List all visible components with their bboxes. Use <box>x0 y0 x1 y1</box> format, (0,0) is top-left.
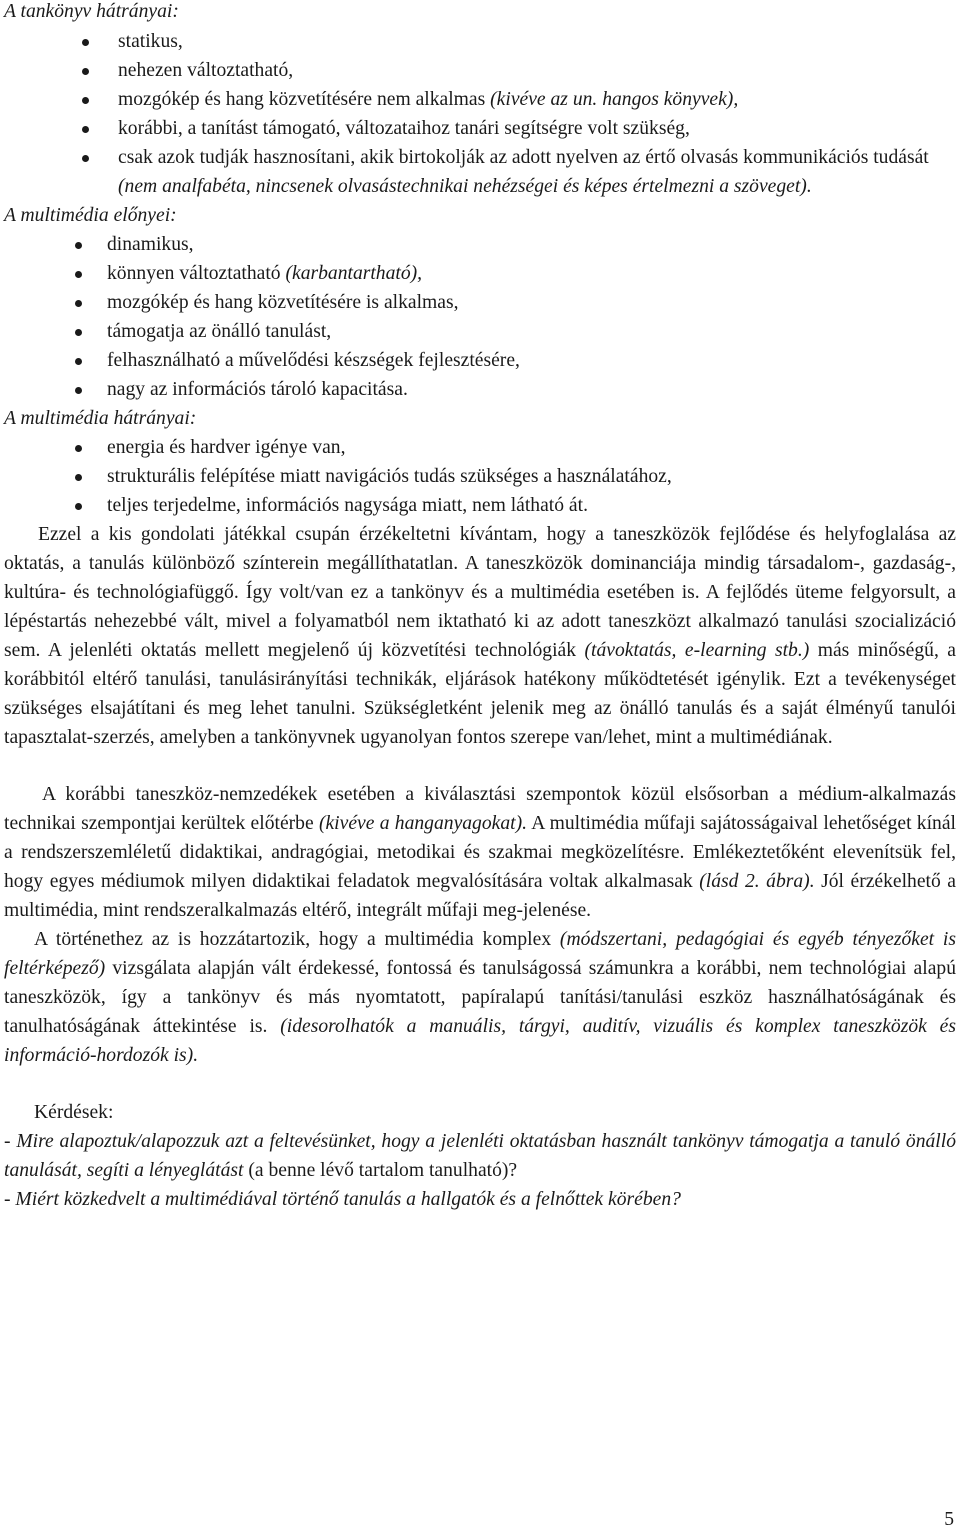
list-item: felhasználható a művelődési készségek fejlesztésére, <box>4 346 956 375</box>
paragraph-italic: (idesorolhatók a manuális, tárgyi, auditív, vizuális és komplex taneszközök és információ-hordozók is). <box>4 1016 956 1066</box>
question-italic: - Mire alapoztuk/alapozzuk azt a feltevésünket, hogy a jelenléti oktatásban használt tankönyv támogatja a tanuló önálló tanulását, segíti a lényeglátást <box>4 1131 956 1181</box>
paragraph-2 <box>4 780 956 925</box>
list-item: strukturális felépítése miatt navigációs tudás szükséges a használatához, <box>4 462 956 491</box>
list-item: teljes terjedelme, információs nagysága miatt, nem látható át. <box>4 491 956 520</box>
paragraph-text: vizsgálata alapján vált érdekessé, fontossá és tanulságossá számunkra a korábbi, nem technológiai alapú taneszközök, így a tankönyv és más nyomtatott, papíralapú tanítási/tanulási eszköz használhatóságának és tanulhatóságának áttekintése is. <box>4 958 956 1037</box>
document-page <box>4 0 956 1214</box>
list-item: dinamikus, <box>4 230 956 259</box>
page-number: 5 <box>944 1509 954 1530</box>
question-text: (a benne lévő tartalom tanulható)? <box>243 1160 518 1181</box>
paragraph-text: Jól érzékelhető a multimédia, mint rendszeralkalmazás eltérő, integrált műfaji meg-jelenése. <box>4 871 957 921</box>
list-item: korábbi, a tanítást támogató, változataihoz tanári segítségre volt szükség, <box>4 114 956 143</box>
paragraph-text: A korábbi taneszköz-nemzedékek esetében a kiválasztási szempontok közül elsősorban a médium-alkalmazás technikai szempontjai kerültek előtérbe <box>4 784 956 834</box>
paragraph-italic: (távoktatás, e-learning stb.) <box>584 640 810 661</box>
question-1 <box>4 1127 956 1185</box>
list-item: mozgókép és hang közvetítésére is alkalmas, <box>4 288 956 317</box>
question-2: - Miért közkedvelt a multimédiával történő tanulás a hallgatók és a felnőttek körében? <box>4 1189 681 1210</box>
list-item-text: csak azok tudják hasznosítani, akik birtokolják az adott nyelven az értő olvasás kommunikációs tudását <box>118 147 929 168</box>
paragraph-3 <box>4 925 956 1070</box>
paragraph-text: Ezzel a kis gondolati játékkal csupán érzékeltetni kívántam, hogy a taneszközök fejlődése és helyfoglalása az oktatás, a tanulás különböző színterein megállíthatatlan. A taneszközök dominanciája mindig társadalom-, gazdaság-, kultúra- és technológiafüggő. Így volt/van ez a tankönyv és a multimédia esetében is. A fejlődés üteme felgyorsult, a lépéstartás nehezebbé vált, mivel a folyamatból nem iktatható ki az adott taneszközt alkalmazó tanulási szocializáció sem. A jelenléti oktatás mellett megjelenő új közvetítési technológiák <box>4 524 956 661</box>
questions-heading: Kérdések: <box>34 1102 114 1123</box>
paragraph-italic: (kivéve a hanganyagokat). <box>318 813 528 834</box>
list-item: statikus, <box>4 27 956 56</box>
list-item-text: mozgókép és hang közvetítésére nem alkalmas <box>118 89 491 110</box>
list-item <box>4 259 956 288</box>
list-item: támogatja az önálló tanulást, <box>4 317 956 346</box>
list-item <box>4 85 956 114</box>
paragraph-text: más minőségű, a korábbitól eltérő tanulási, tanulásirányítási technikák, eljárások hatékony működtetését igénylik. Ezt a tevékenységet szükséges elsajátítani és meg lehet tanulni. Szükségletként jelenik meg az önálló tanulás és a saját élményű tanulói tapasztalat-szerzés, amelyben a tankönyvnek ugyanolyan fontos szerepe van/lehet, mint a multimédiának. <box>4 640 956 748</box>
textbook-disadvantages-list <box>4 27 956 201</box>
list-item-italic: (nem analfabéta, nincsenek olvasástechnikai nehézségei és képes értelmezni a szöveget). <box>118 176 812 197</box>
paragraph-1 <box>4 520 956 752</box>
multimedia-disadvantages-list <box>4 433 956 520</box>
list-item-italic: (kivéve az un. hangos könyvek), <box>490 89 739 110</box>
paragraph-text: A történethez az is hozzátartozik, hogy a multimédia komplex <box>34 929 560 950</box>
paragraph-italic: (lásd 2. ábra). <box>699 871 815 892</box>
paragraph-text: A multimédia műfaji sajátosságaival lehetőséget kínál a rendszerszemléletű didaktikai, andragógiai, metodikai és szakmai megközelítésre. Emlékeztetőként elevenítsük fel, hogy egyes médiumok milyen didaktikai feladatok megvalósítására voltak alkalmasak <box>4 813 956 892</box>
list-item: energia és hardver igénye van, <box>4 433 956 462</box>
list-item: nehezen változtatható, <box>4 56 956 85</box>
list-item-italic: (karbantartható), <box>285 263 423 284</box>
paragraph-italic: (módszertani, pedagógiai és egyéb tényezőket is feltérképező) <box>4 929 956 979</box>
list-item <box>4 143 956 201</box>
section-label-multimedia-disadvantages: A multimédia hátrányai: <box>4 408 197 429</box>
list-item: nagy az információs tároló kapacitása. <box>4 375 956 404</box>
section-label-multimedia-advantages: A multimédia előnyei: <box>4 205 177 226</box>
section-label-textbook-disadvantages: A tankönyv hátrányai: <box>4 1 179 22</box>
multimedia-advantages-list <box>4 230 956 404</box>
list-item-text: könnyen változtatható <box>107 263 286 284</box>
